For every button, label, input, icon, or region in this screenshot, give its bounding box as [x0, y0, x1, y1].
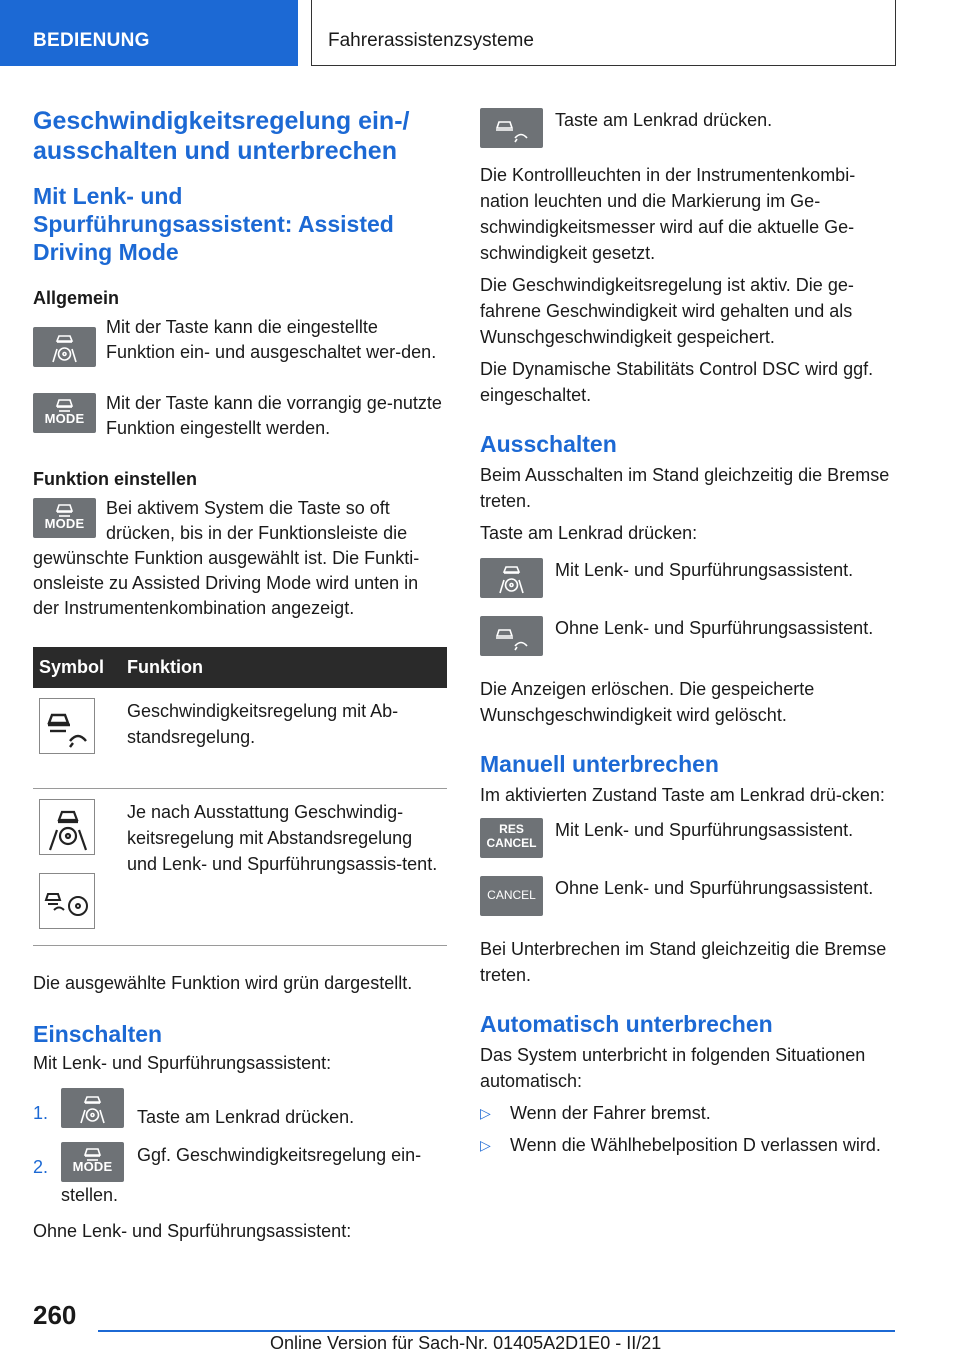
- manual-with-para: RES CANCEL Mit Lenk- und Spurführungsassistent.: [480, 818, 900, 862]
- page-header: [0, 0, 960, 66]
- assist-toggle-button-icon: [33, 327, 96, 367]
- heading-automatisch-unterbrechen: Automatisch unterbrechen: [480, 1011, 773, 1037]
- res-cancel-button-icon: RES CANCEL: [480, 818, 543, 858]
- left-column: [33, 100, 447, 1244]
- heading-allgemein: Allgemein: [33, 288, 120, 308]
- mode-button-icon: MODE: [61, 1142, 124, 1182]
- steering-assist-symbol-icon: [39, 873, 95, 929]
- page-title: Geschwindigkeitsregelung ein-/ ausschalten und unterbrechen: [33, 107, 410, 165]
- enable-steps: [33, 1088, 447, 1208]
- manual-para-1: Im aktivierten Zustand Taste am Lenkrad drü-cken:: [480, 785, 885, 805]
- off-para-1: Beim Ausschalten im Stand gleichzeitig die Bremse treten.: [480, 465, 890, 511]
- footer-divider: [98, 1330, 895, 1332]
- list-item: ▷ Wenn die Wählhebelposition D verlassen wird.: [480, 1132, 900, 1158]
- general-para-2: MODE Mit der Taste kann die vorrangig ge-nutzte Funktion eingestellt werden.: [33, 391, 447, 441]
- off-para-3: Die Anzeigen erlöschen. Die gespeicherte Wunschgeschwindigkeit wird gelöscht.: [480, 679, 815, 725]
- list-item: 2. MODE Ggf. Geschwindigkeitsregelung ein-stellen.: [33, 1142, 447, 1208]
- cruise-button-icon: [480, 108, 543, 148]
- table-header-funktion: Funktion: [121, 647, 447, 688]
- triangle-bullet-icon: ▷: [480, 1105, 491, 1121]
- right-para-2: Die Geschwindigkeitsregelung ist aktiv. Die ge-fahrene Geschwindigkeit wird gehalten und als Wunschgeschwindigkeit gespeichert.: [480, 275, 854, 347]
- assist-toggle-button-icon: [480, 558, 543, 598]
- off-with-para: Mit Lenk- und Spurführungsassistent.: [480, 558, 900, 602]
- after-table-text: Die ausgewählte Funktion wird grün dargestellt.: [33, 973, 413, 993]
- right-para-3: Die Dynamische Stabilitäts Control DSC wird ggf. eingeschaltet.: [480, 359, 874, 405]
- table-row: Geschwindigkeitsregelung mit Ab-standsregelung.: [33, 688, 447, 789]
- chapter-title: Fahrerassistenzsysteme: [311, 0, 896, 66]
- table-header-symbol: Symbol: [33, 647, 121, 688]
- list-item: ▷ Wenn der Fahrer bremst.: [480, 1100, 900, 1126]
- heading-einschalten: Einschalten: [33, 1021, 163, 1047]
- setfunc-para: MODE Bei aktivem System die Taste so oft drücken, bis in der Funktionsleiste die gewünschte Funktion ausgewählt ist. Die Funkti-onsleiste zu Assisted Driving Mode wird unten in der Instrumentenkombination angezeigt.: [33, 498, 420, 618]
- symbol-table: [33, 647, 447, 946]
- right-para-1: Die Kontrollleuchten in der Instrumentenkombi-nation leuchten und die Markierung im Ge-schwindigkeitsmesser wird auf die aktuelle Ge-schwindigkeit gesetzt.: [480, 165, 856, 263]
- press-para: Taste am Lenkrad drücken.: [480, 108, 900, 152]
- auto-para-1: Das System unterbricht in folgenden Situationen automatisch:: [480, 1045, 866, 1091]
- page-number: 260: [33, 1300, 77, 1330]
- auto-list: [480, 1100, 900, 1158]
- mode-button-icon: MODE: [33, 498, 96, 538]
- assisted-driving-symbol-icon: [39, 799, 95, 855]
- enable-intro: Mit Lenk- und Spurführungsassistent:: [33, 1053, 332, 1073]
- footer-text: Online Version für Sach-Nr. 01405A2D1E0 - II/21: [270, 1333, 662, 1353]
- cruise-button-icon: [480, 616, 543, 656]
- off-without-para: Ohne Lenk- und Spurführungsassistent.: [480, 616, 900, 660]
- heading-ausschalten: Ausschalten: [480, 431, 617, 457]
- heading-manuell-unterbrechen: Manuell unterbrechen: [480, 751, 719, 777]
- heading-funktion-einstellen: Funktion einstellen: [33, 469, 198, 489]
- list-item: 1. Taste am Lenkrad drücken.: [33, 1088, 447, 1130]
- triangle-bullet-icon: ▷: [480, 1137, 491, 1153]
- enable-outro: Ohne Lenk- und Spurführungsassistent:: [33, 1221, 352, 1241]
- right-column: [480, 108, 900, 1158]
- off-para-2: Taste am Lenkrad drücken:: [480, 523, 698, 543]
- manual-para-2: Bei Unterbrechen im Stand gleichzeitig die Bremse treten.: [480, 939, 887, 985]
- table-row: Je nach Ausstattung Geschwindig-keitsregelung mit Abstandsregelung und Lenk- und Spurführungsassis-tent.: [33, 789, 447, 946]
- acc-distance-symbol-icon: [39, 698, 95, 754]
- manual-without-para: CANCEL Ohne Lenk- und Spurführungsassistent.: [480, 876, 900, 920]
- subtitle: Mit Lenk- und Spurführungsassistent: Assisted Driving Mode: [33, 183, 394, 265]
- section-tab: BEDIENUNG: [0, 0, 298, 66]
- mode-button-icon: MODE: [33, 393, 96, 433]
- general-para-1: Mit der Taste kann die eingestellte Funktion ein- und ausgeschaltet wer-den.: [33, 315, 447, 371]
- cancel-button-icon: CANCEL: [480, 876, 543, 916]
- assist-toggle-button-icon: [61, 1088, 124, 1128]
